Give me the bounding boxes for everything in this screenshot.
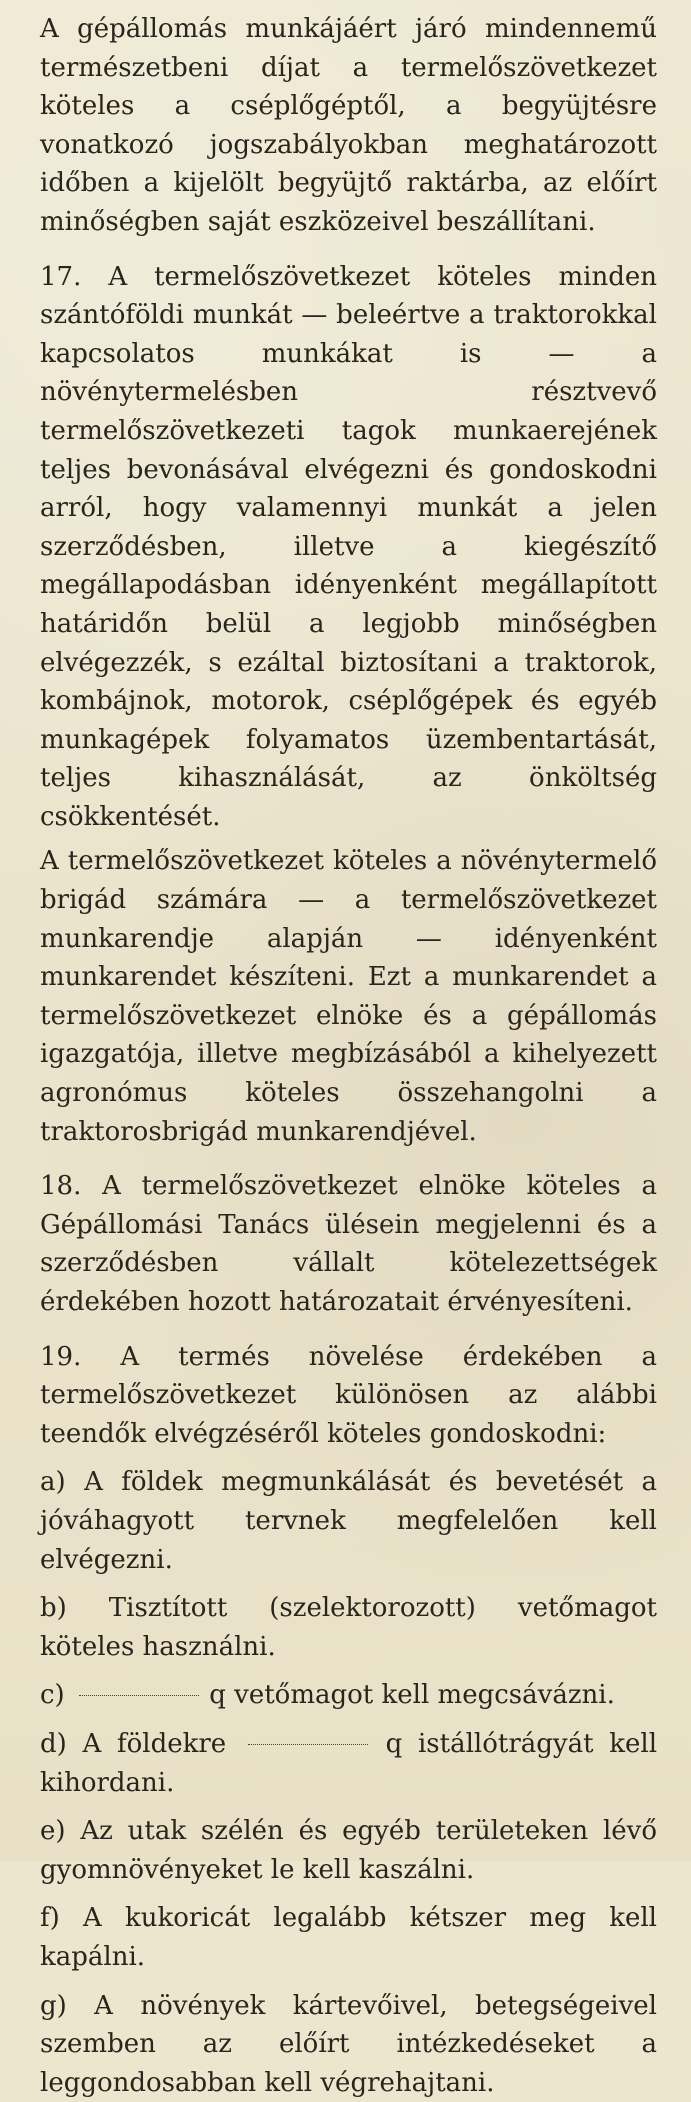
blank-line-d [248,1744,368,1745]
paragraph-19: 19. A termés növelése érdekében a termelőszövetkezet különösen az alábbi teendők elvégzéséről köteles gondoskodni: [40,1338,657,1454]
list-item-a: a) A földek megmunkálását és bevetését a jóváhagyott tervnek megfelelően kell elvégezni. [40,1463,657,1579]
list-item-b: b) Tisztított (szelektorozott) vetőmagot köteles használni. [40,1589,657,1666]
paragraph-17: 17. A termelőszövetkezet köteles minden szántóföldi munkát — beleértve a traktorokkal kapcsolatos munkákat is — a növénytermelésben résztvevő termelőszövetkezeti tagok munkaerejének teljes bevonásával elvégezni és gondoskodni arról, hogy valamennyi munkát a jelen szerződésben, illetve a kiegészítő megállapodásban idényenként megállapított határidőn belül a legjobb minőségben elvégezzék, s ezáltal biztosítani a traktorok, kombájnok, motorok, cséplőgépek és egyéb munkagépek folyamatos üzembentartását, teljes kihasználását, az önköltség csökkentését. [40,258,657,837]
list-item-d-suffix: q istállótrágyát kell kihordani. [40,1729,657,1798]
list-item-d [40,1725,657,1802]
paragraph-17-continued: A termelőszövetkezet köteles a növénytermelő brigád számára — a termelőszövetkezet munkarendje alapján — idényenként munkarendet készíteni. Ezt a munkarendet a termelőszövetkezet elnöke és a gépállomás igazgatója, illetve megbízásából a kihelyezett agronómus köteles összehangolni a traktorosbrigád munkarendjével. [40,842,657,1151]
list-item-e: e) Az utak szélén és egyéb területeken lévő gyomnövényeket le kell kaszálni. [40,1812,657,1889]
paragraph-18: 18. A termelőszövetkezet elnöke köteles a Gépállomási Tanács ülésein megjelenni és a szerződésben vállalt kötelezettségek érdekében hozott határozatait érvényesíteni. [40,1167,657,1321]
list-item-d-label: d) [40,1729,67,1759]
list-item-c-label: c) [40,1680,65,1710]
paragraph-intro: A gépállomás munkájáért járó mindennemű természetbeni díjat a termelőszövetkezet köteles a cséplőgéptől, a begyüjtésre vonatkozó jogszabályokban meghatározott időben a kijelölt begyüjtő raktárba, az előírt minőségben saját eszközeivel beszállítani. [40,10,657,242]
list-item-d-prefix: A földekre [83,1729,227,1759]
list-item-g: g) A növények kártevőivel, betegségeivel szemben az előírt intézkedéseket a leggondosabban kell végrehajtani. [40,1987,657,2102]
list-item-f: f) A kukoricát legalább kétszer meg kell kapálni. [40,1899,657,1976]
list-item-c [40,1676,657,1715]
list-item-c-text: q vetőmagot kell megcsávázni. [209,1680,615,1710]
blank-line-c [79,1695,199,1696]
